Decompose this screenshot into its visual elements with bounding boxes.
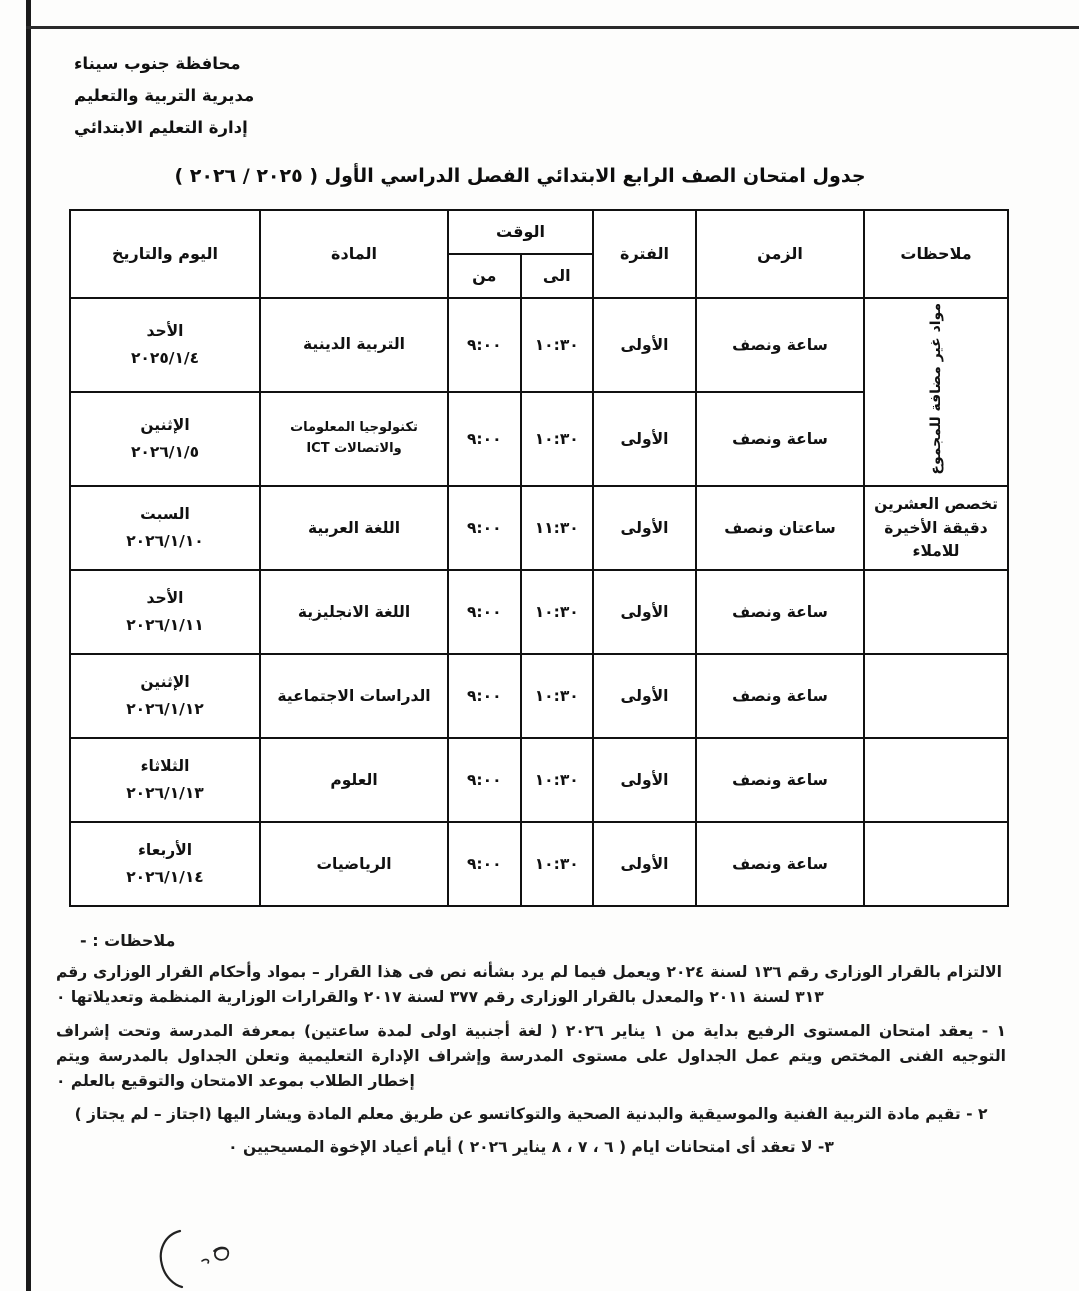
cell-day: الأربعاء: [137, 841, 193, 860]
table-row: [70, 570, 1008, 654]
cell-time-from: ٩:٠٠: [448, 738, 521, 822]
cell-notes: [864, 570, 1008, 654]
cell-day: الأحد: [146, 321, 184, 340]
cell-day-date: [70, 822, 260, 906]
header-time-to: الى: [521, 254, 594, 298]
header-time-from: من: [448, 254, 521, 298]
cell-time-from: ٩:٠٠: [448, 654, 521, 738]
cell-notes: [864, 822, 1008, 906]
table-row: [70, 298, 1008, 392]
cell-day: السبت: [140, 505, 190, 524]
cell-day-date: [70, 298, 260, 392]
header-time: الوقت: [448, 210, 593, 254]
notes-heading: ملاحظات : -: [80, 931, 176, 951]
notes-vertical-text: مواد غير مضافة للمجموع: [927, 302, 944, 475]
cell-day: الإثنين: [140, 416, 190, 435]
cell-time-from: ٩:٠٠: [448, 298, 521, 392]
cell-time-from: ٩:٠٠: [448, 822, 521, 906]
cell-duration: ساعة ونصف: [696, 654, 864, 738]
exam-schedule-table: [69, 209, 1009, 908]
cell-subject: اللغة العربية: [260, 486, 448, 570]
cell-period: الأولى: [593, 570, 696, 654]
footer-notes: [40, 931, 1040, 1160]
cell-time-from: ٩:٠٠: [448, 570, 521, 654]
cell-duration: ساعة ونصف: [696, 822, 864, 906]
notes-intro-paragraph: الالتزام بالقرار الوزارى رقم ١٣٦ لسنة ٢٠٢٤ ويعمل فيما لم يرد بشأنه نص فى هذا القرار – بمواد وأحكام القرار الوزارى رقم ٣١٣ لسنة ٢٠١١ والمعدل بالقرار الوزارى رقم ٣٧٧ لسنة ٢٠١٧ والقرارات الوزارية المنظمة وتعديلاتها ٠: [56, 963, 1002, 1007]
cell-notes: [864, 654, 1008, 738]
cell-period: الأولى: [593, 738, 696, 822]
cell-subject: التربية الدينية: [260, 298, 448, 392]
cell-duration: ساعة ونصف: [696, 298, 864, 392]
cell-period: الأولى: [593, 486, 696, 570]
cell-subject-line1: تكنولوجيا المعلومات: [290, 420, 418, 436]
cell-period: الأولى: [593, 654, 696, 738]
cell-day-date: [70, 570, 260, 654]
cell-day-date: [70, 654, 260, 738]
letterhead-governorate: محافظة جنوب سيناء: [74, 54, 241, 73]
header-period: الفترة: [593, 210, 696, 298]
schedule-table-wrapper: [40, 209, 1040, 908]
cell-time-to: ١٠:٣٠: [521, 298, 594, 392]
cell-date: ٢٠٢٥/١/٤: [130, 348, 200, 367]
table-header-row: [70, 210, 1008, 254]
header-duration: الزمن: [696, 210, 864, 298]
table-row: [70, 654, 1008, 738]
cell-day: الإثنين: [140, 673, 190, 692]
letterhead: [40, 48, 1040, 145]
table-row: [70, 822, 1008, 906]
cell-time-from: ٩:٠٠: [448, 486, 521, 570]
cell-date: ٢٠٢٦/١/٥: [130, 443, 200, 462]
cell-time-to: ١٠:٣٠: [521, 392, 594, 486]
cell-time-to: ١٠:٣٠: [521, 570, 594, 654]
cell-date: ٢٠٢٦/١/١٢: [126, 700, 204, 719]
cell-time-to: ١٠:٣٠: [521, 654, 594, 738]
cell-subject: الدراسات الاجتماعية: [260, 654, 448, 738]
cell-duration: ساعة ونصف: [696, 738, 864, 822]
document-content: [40, 34, 1040, 1160]
cell-day-date: [70, 392, 260, 486]
note-item-1: ١ - يعقد امتحان المستوى الرفيع بداية من ١ يناير ٢٠٢٦ ( لغة أجنبية اولى لمدة ساعتين) بمعرفة المدرسة وتحت إشراف التوجيه الفنى المختص ويتم عمل الجداول على مستوى المدرسة وإشراف الإدارة التعليمية وتعلن الجداول بالمدرسة ويتم إخطار الطلاب بموعد الامتحان والتوقيع بالعلم ٠: [56, 1021, 1007, 1090]
cell-notes-merged: [864, 298, 1008, 487]
cell-subject-line2: والاتصالات ICT: [306, 441, 402, 457]
cell-date: ٢٠٢٦/١/١٤: [126, 868, 204, 887]
cell-notes: تخصص العشرين دقيقة الأخيرة للاملاء: [864, 486, 1008, 570]
note-item-3: ٣- لا تعقد أى امتحانات ايام ( ٦ ، ٧ ، ٨ يناير ٢٠٢٦ ) أيام أعياد الإخوة المسيحيين ٠: [228, 1138, 834, 1157]
cell-duration: ساعتان ونصف: [696, 486, 864, 570]
cell-time-to: ١١:٣٠: [521, 486, 594, 570]
table-row: [70, 486, 1008, 570]
cell-subject: اللغة الانجليزية: [260, 570, 448, 654]
note-item-2: ٢ - تقيم مادة التربية الفنية والموسيقية والبدنية الصحية والتوكاتسو عن طريق معلم المادة ويشار اليها (اجتاز – لم يجتاز ): [74, 1104, 988, 1123]
cell-duration: ساعة ونصف: [696, 392, 864, 486]
cell-notes: [864, 738, 1008, 822]
table-row: [70, 738, 1008, 822]
cell-day: الثلاثاء: [140, 757, 190, 776]
cell-day: الأحد: [146, 589, 184, 608]
cell-date: ٢٠٢٦/١/١٠: [126, 532, 204, 551]
cell-date: ٢٠٢٦/١/١٣: [126, 784, 204, 803]
header-subject: المادة: [260, 210, 448, 298]
header-day-date: اليوم والتاريخ: [70, 210, 260, 298]
cell-subject: الرياضيات: [260, 822, 448, 906]
cell-day-date: [70, 486, 260, 570]
cell-subject: [260, 392, 448, 486]
handwritten-signature: [140, 1227, 270, 1289]
table-head: [70, 210, 1008, 298]
cell-duration: ساعة ونصف: [696, 570, 864, 654]
cell-period: الأولى: [593, 822, 696, 906]
cell-time-to: ١٠:٣٠: [521, 738, 594, 822]
letterhead-administration: إدارة التعليم الابتدائي: [74, 118, 248, 138]
cell-time-to: ١٠:٣٠: [521, 822, 594, 906]
scan-edge-top: [26, 26, 1079, 29]
cell-date: ٢٠٢٦/١/١١: [126, 616, 204, 635]
cell-period: الأولى: [593, 298, 696, 392]
cell-subject: العلوم: [260, 738, 448, 822]
letterhead-directorate: مديرية التربية والتعليم: [74, 86, 255, 106]
cell-day-date: [70, 738, 260, 822]
header-notes: ملاحظات: [864, 210, 1008, 298]
cell-time-from: ٩:٠٠: [448, 392, 521, 486]
table-body: [70, 298, 1008, 907]
scan-edge-left: [26, 0, 31, 1291]
page-title: جدول امتحان الصف الرابع الابتدائي الفصل الدراسي الأول ( ٢٠٢٥ / ٢٠٢٦ ): [174, 164, 866, 187]
cell-period: الأولى: [593, 392, 696, 486]
